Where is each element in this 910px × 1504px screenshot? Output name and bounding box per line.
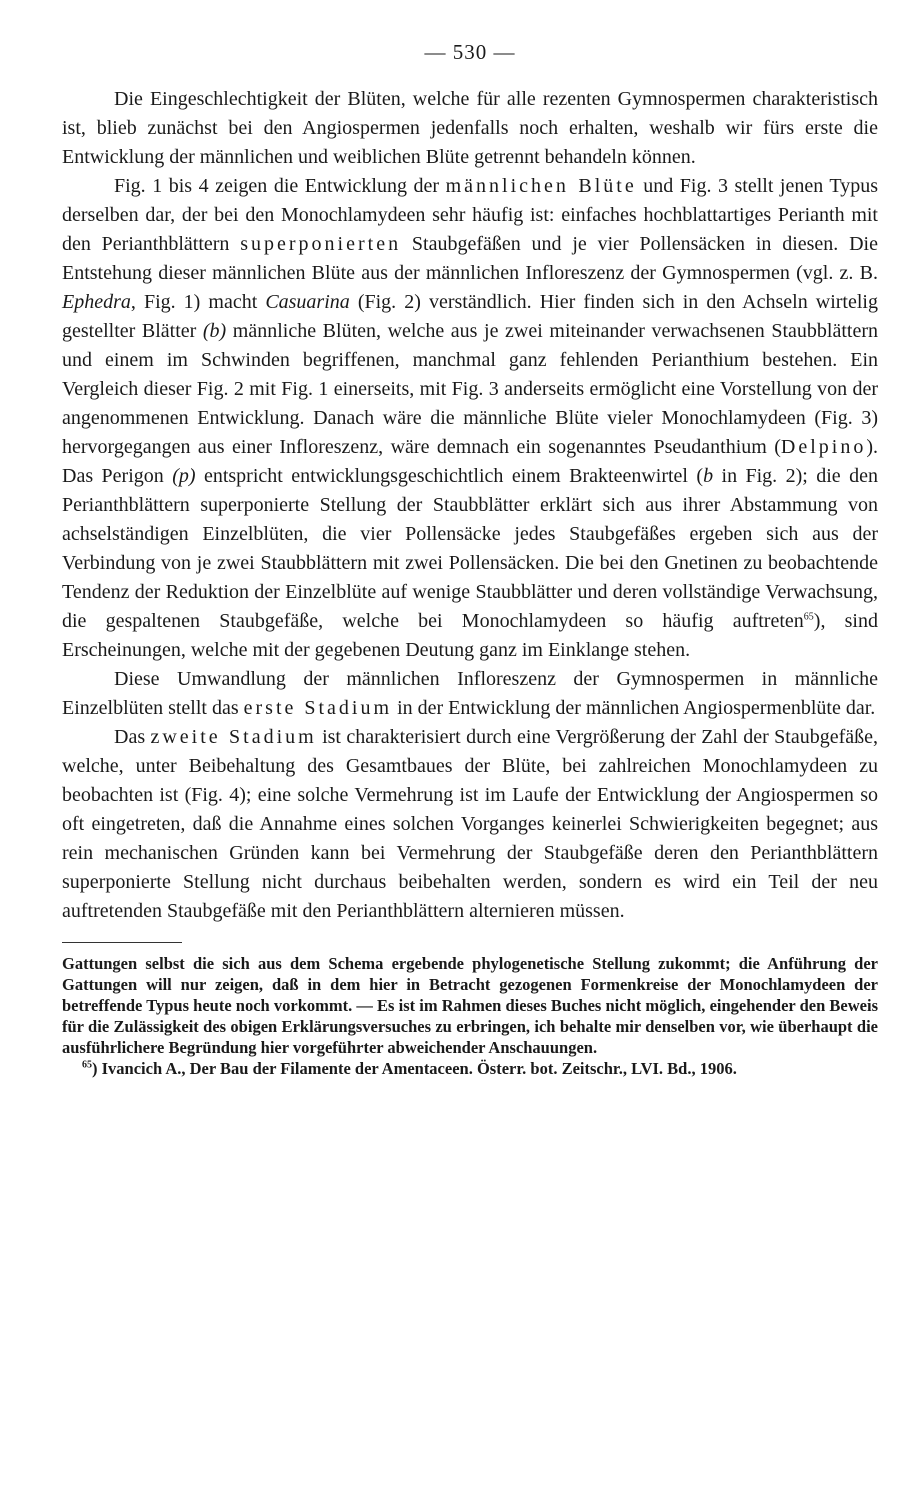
text-run: Fig. 1 bis 4 zeigen die Entwicklung der — [114, 175, 446, 197]
text-run: ). Das Perigon — [62, 436, 878, 487]
footnotes — [62, 953, 878, 1079]
body-text — [62, 85, 878, 926]
figure-label: b — [703, 465, 714, 487]
spaced-emphasis: männlichen Blüte — [445, 175, 637, 197]
text-run: in der Entwicklung der männlichen Angiospermenblüte dar. — [392, 697, 876, 719]
text-run: Die Eingeschlechtigkeit der Blüten, welche für alle rezenten Gymnospermen charakteristisch ist, blieb zunächst bei den Angiospermen jedenfalls noch erhalten, weshalb wir fürs erste die Entwicklung der männlichen und weiblichen Blüte getrennt behandeln können. — [62, 88, 878, 168]
text-run: Staubgefäßen und je vier Pollensäcken in diesen. Die Entstehung dieser männlichen Blüte aus der männlichen Infloreszenz der Gymnospermen (vgl. z. B. — [62, 233, 878, 284]
spaced-emphasis: erste Stadium — [243, 697, 393, 719]
genus-name: Casuarina — [265, 291, 350, 313]
paragraph — [62, 723, 878, 926]
footnote-text: ) Ivancich A., Der Bau der Filamente der Amentaceen. Österr. bot. Zeitschr., LVI. Bd., 1906. — [92, 1059, 737, 1078]
text-run: männliche Blüten, welche aus je zwei miteinander verwachsenen Staubblättern und einem im Schwinden begriffenen, manchmal ganz fehlenden Perianthium bestehen. Ein Vergleich dieser Fig. 2 mit Fig. 1 einerseits, mit Fig. 3 anderseits ermöglicht eine Vorstellung von der angenommenen Entwicklung. Danach wäre die männliche Blüte vieler Monochlamydeen (Fig. 3) hervorgegangen aus einer Infloreszenz, wäre demnach ein sogenanntes Pseudanthium ( — [62, 320, 878, 458]
footnote-divider — [62, 942, 182, 943]
text-run: , Fig. 1) macht — [130, 291, 266, 313]
spaced-emphasis: superponierten — [240, 233, 402, 255]
page-number: — 530 — — [424, 40, 516, 64]
paragraph — [62, 665, 878, 723]
text-run: Das — [114, 726, 151, 748]
text-run: in Fig. 2); die den Perianthblättern superponierte Stellung der Staubblätter erklärt sich aus ihrer Abstammung von achselständigen Einzelblüten, die vier Pollensäcke jedes Staubgefäßes ergeben sich aus der Verbindung von je zwei Staubblättern mit zwei Pollensäcken. Die bei den Gnetinen zu beobachtende Tendenz der Reduktion der Einzelblüte auf wenige Staubblätter und deren vollständige Verwachsung, die gespaltenen Staubgefäße, welche bei Monochlamydeen so häufig auftreten — [62, 465, 878, 632]
footnote-ref: 65 — [803, 611, 814, 623]
figure-label: (p) — [172, 465, 196, 487]
figure-label: (b) — [202, 320, 227, 342]
footnote-marker: 65 — [82, 1059, 92, 1071]
paragraph — [62, 172, 878, 665]
text-run: entspricht entwicklungsgeschichtlich einem Brakteenwirtel ( — [195, 465, 704, 487]
text-run: und Fig. 3 stellt jenen Typus derselben dar, der bei den Monochlamydeen sehr häufig ist: einfaches hochblattartiges Perianth mit den Perianthblättern — [62, 175, 878, 255]
spaced-emphasis: Delpino — [780, 436, 867, 458]
text-run: (Fig. 2) verständlich. Hier finden sich in den Achseln wirtelig gestellter Blätter — [62, 291, 878, 342]
text-run: ist charakterisiert durch eine Vergrößerung der Zahl der Staubgefäße, welche, unter Beibehaltung des Gesamtbaues der Blüte, bei zahlreichen Monochlamydeen zu beobachten ist (Fig. 4); eine solche Vermehrung ist im Laufe der Entwicklung der Angiospermen so oft eingetreten, daß die Annahme eines solchen Vorganges keinerlei Schwierigkeiten begegnet; aus rein mechanischen Gründen kann bei Vermehrung der Staubgefäße deren den Perianthblättern superponierte Stellung nicht durchaus beibehalten werden, sondern es wird ein Teil der neu auftretenden Staubgefäße mit den Perianthblättern alternieren müssen. — [62, 726, 878, 922]
spaced-emphasis: zweite Stadium — [150, 726, 317, 748]
paragraph — [62, 85, 878, 172]
footnote — [62, 1058, 878, 1079]
text-run: Diese Umwandlung der männlichen Infloreszenz der Gymnospermen in männliche Einzelblüten stellt das — [62, 668, 878, 719]
genus-name: Ephedra — [62, 291, 131, 313]
document-page — [62, 40, 878, 1079]
footnote-continuation: Gattungen selbst die sich aus dem Schema ergebende phylogenetische Stellung zukommt; die Anführung der Gattungen will nur zeigen, daß in dem hier in Betracht gezogenen Formenkreise der Monochlamydeen der betreffende Typus heute noch vorkommt. — Es ist im Rahmen dieses Buches nicht möglich, eingehender den Beweis für die Zulässigkeit des obigen Erklärungsversuches zu erbringen, ich behalte mir denselben vor, wie überhaupt die ausführlichere Begründung hier vorgeführter abweichender Anschauungen. — [62, 954, 878, 1057]
text-run: ), sind Erscheinungen, welche mit der gegebenen Deutung ganz im Einklange stehen. — [62, 610, 878, 661]
